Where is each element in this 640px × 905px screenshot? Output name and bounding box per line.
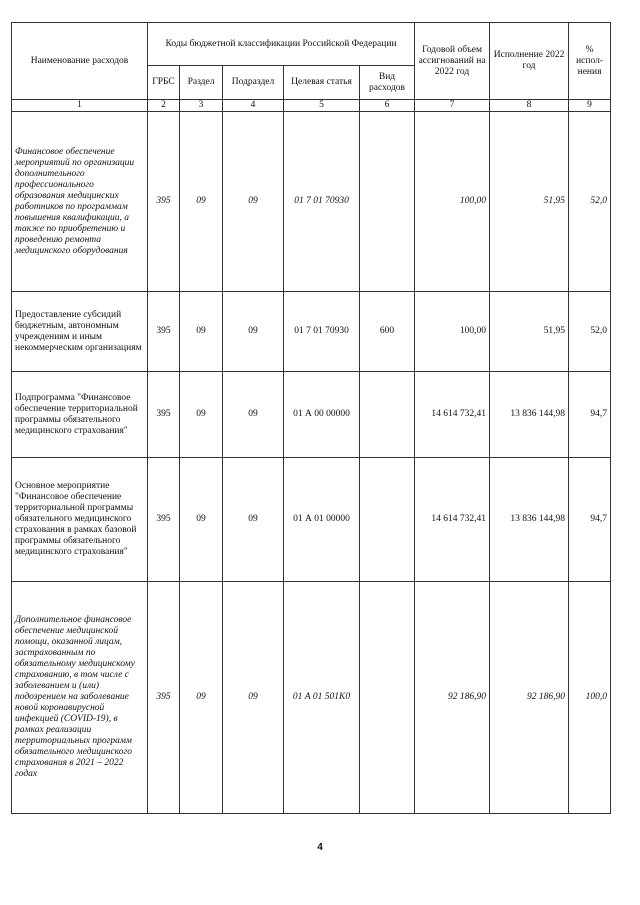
budget-table [11,22,611,814]
col-number: 2 [148,100,180,112]
row-grbs: 395 [148,372,180,458]
row-name: Подпрограмма "Финансовое обеспечение территориальной программы обязательного медицинского страхования" [12,372,148,458]
header-target: Целевая статья [284,66,360,100]
header-annual: Годовой объем ассигнований на 2022 год [415,23,490,100]
row-grbs: 395 [148,112,180,292]
row-pct: 100,0 [569,582,611,814]
header-pct: % испол-нения [569,23,611,100]
row-razdel: 09 [180,582,223,814]
table-row [12,458,611,582]
row-vid [360,458,415,582]
header-vid: Вид расходов [360,66,415,100]
row-exec: 13 836 144,98 [490,372,569,458]
row-podrazdel: 09 [223,292,284,372]
row-grbs: 395 [148,292,180,372]
row-name: Основное мероприятие "Финансовое обеспечение территориальной программы обязательного медицинского страхования в рамках базовой программы обязательного медицинского страхования" [12,458,148,582]
row-exec: 92 186,90 [490,582,569,814]
col-number: 7 [415,100,490,112]
header-row-1 [12,23,611,66]
page-number: 4 [317,842,323,853]
row-exec: 51,95 [490,292,569,372]
row-razdel: 09 [180,292,223,372]
header-exec: Исполнение 2022 год [490,23,569,100]
row-pct: 94,7 [569,372,611,458]
row-target: 01 7 01 70930 [284,292,360,372]
row-target: 01 А 01 501К0 [284,582,360,814]
row-annual: 14 614 732,41 [415,458,490,582]
row-pct: 94,7 [569,458,611,582]
row-razdel: 09 [180,112,223,292]
row-annual: 100,00 [415,112,490,292]
col-number: 4 [223,100,284,112]
row-vid [360,582,415,814]
col-number: 5 [284,100,360,112]
row-name: Предоставление субсидий бюджетным, автономным учреждениям и иным некоммерческим организациям [12,292,148,372]
row-vid [360,372,415,458]
row-target: 01 7 01 70930 [284,112,360,292]
header-codes-group: Коды бюджетной классификации Российской Федерации [148,23,415,66]
row-grbs: 395 [148,582,180,814]
row-name: Финансовое обеспечение мероприятий по организации дополнительного профессионального образования медицинских работников по программам повышения квалификации, а также по приобретению и проведению ремонта медицинского оборудования [12,112,148,292]
row-podrazdel: 09 [223,372,284,458]
col-number: 3 [180,100,223,112]
header-name: Наименование расходов [12,23,148,100]
row-razdel: 09 [180,372,223,458]
row-exec: 51,95 [490,112,569,292]
row-pct: 52,0 [569,112,611,292]
table-row [12,112,611,292]
header-razdel: Раздел [180,66,223,100]
row-razdel: 09 [180,458,223,582]
table-row [12,372,611,458]
row-podrazdel: 09 [223,582,284,814]
row-vid [360,112,415,292]
column-numbers-row [12,100,611,112]
row-name: Дополнительное финансовое обеспечение медицинской помощи, оказанной лицам, застрахованным по обязательному медицинскому страхованию, в том числе с заболеванием и (или) подозрением на заболевание новой коронавирусной инфекцией (COVID-19), в рамках реализации территориальных программ обязательного медицинского страхования в 2021 – 2022 годах [12,582,148,814]
row-grbs: 395 [148,458,180,582]
row-annual: 14 614 732,41 [415,372,490,458]
row-annual: 92 186,90 [415,582,490,814]
row-podrazdel: 09 [223,458,284,582]
table-row [12,582,611,814]
col-number: 1 [12,100,148,112]
table-row [12,292,611,372]
row-pct: 52,0 [569,292,611,372]
row-annual: 100,00 [415,292,490,372]
row-exec: 13 836 144,98 [490,458,569,582]
header-grbs: ГРБС [148,66,180,100]
col-number: 6 [360,100,415,112]
col-number: 8 [490,100,569,112]
col-number: 9 [569,100,611,112]
row-podrazdel: 09 [223,112,284,292]
header-podrazdel: Подраздел [223,66,284,100]
row-target: 01 А 01 00000 [284,458,360,582]
row-target: 01 А 00 00000 [284,372,360,458]
row-vid: 600 [360,292,415,372]
